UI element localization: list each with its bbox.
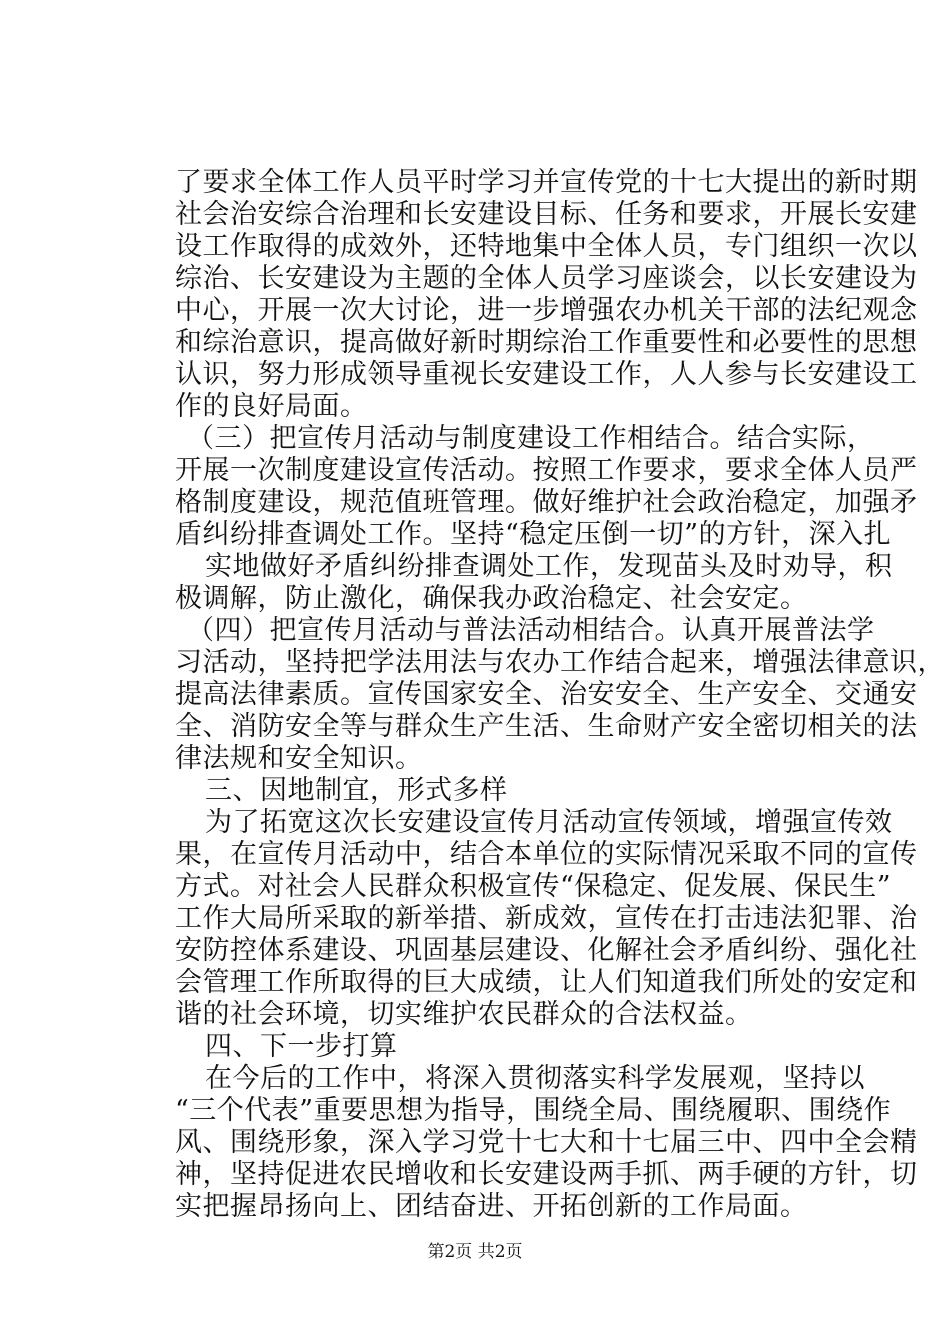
body-line: 认识，努力形成领导重视长安建设工作，人人参与长安建设工 bbox=[175, 359, 918, 390]
body-line: 谐的社会环境，切实维护农民群众的合法权益。 bbox=[175, 999, 753, 1030]
body-line: 作的良好局面。 bbox=[175, 391, 368, 422]
body-line: 和综治意识，提高做好新时期综治工作重要性和必要性的思想 bbox=[175, 327, 918, 358]
section-heading: （四）把宣传月活动与普法活动相结合。认真开展普法学 bbox=[187, 615, 875, 646]
body-line: 综治、长安建设为主题的全体人员学习座谈会，以长安建设为 bbox=[175, 263, 918, 294]
body-line: 格制度建设，规范值班管理。做好维护社会政治稳定，加强矛 bbox=[175, 487, 918, 518]
body-line: 安防控体系建设、巩固基层建设、化解社会矛盾纠纷、强化社 bbox=[175, 935, 918, 966]
body-line: 极调解，防止激化，确保我办政治稳定、社会安定。 bbox=[175, 583, 808, 614]
body-line: 中心，开展一次大讨论，进一步增强农办机关干部的法纪观念 bbox=[175, 295, 918, 326]
section-heading: （三）把宣传月活动与制度建设工作相结合。结合实际， bbox=[187, 423, 875, 454]
body-line: 风、围绕形象，深入学习党十七大和十七届三中、四中全会精 bbox=[175, 1127, 918, 1158]
body-line: 盾纠纷排查调处工作。坚持“稳定压倒一切”的方针，深入扎 bbox=[175, 519, 892, 550]
body-line: 设工作取得的成效外，还特地集中全体人员，专门组织一次以 bbox=[175, 231, 918, 262]
body-line: 提高法律素质。宣传国家安全、治安安全、生产安全、交通安 bbox=[175, 679, 918, 710]
body-line: 会管理工作所取得的巨大成绩，让人们知道我们所处的安定和 bbox=[175, 967, 918, 998]
body-line: 为了拓宽这次长安建设宣传月活动宣传领域，增强宣传效 bbox=[205, 807, 893, 838]
page-footer: 第2页 共2页 bbox=[427, 1242, 523, 1262]
body-line: “三个代表”重要思想为指导，围绕全局、围绕履职、围绕作 bbox=[175, 1095, 892, 1126]
section-heading: 三、因地制宜，形式多样 bbox=[205, 775, 508, 806]
body-line: 方式。对社会人民群众积极宣传“保稳定、促发展、保民生” bbox=[175, 871, 892, 902]
body-line: 习活动，坚持把学法用法与农办工作结合起来，增强法律意识， bbox=[175, 647, 945, 678]
body-line: 工作大局所采取的新举措、新成效，宣传在打击违法犯罪、治 bbox=[175, 903, 918, 934]
body-line: 实把握昂扬向上、团结奋进、开拓创新的工作局面。 bbox=[175, 1191, 808, 1222]
body-line: 果，在宣传月活动中，结合本单位的实际情况采取不同的宣传 bbox=[175, 839, 918, 870]
body-line: 了要求全体工作人员平时学习并宣传党的十七大提出的新时期 bbox=[175, 167, 918, 198]
body-line: 神，坚持促进农民增收和长安建设两手抓、两手硬的方针，切 bbox=[175, 1159, 918, 1190]
body-line: 实地做好矛盾纠纷排查调处工作，发现苗头及时劝导，积 bbox=[205, 551, 893, 582]
section-heading: 四、下一步打算 bbox=[205, 1031, 398, 1062]
body-line: 律法规和安全知识。 bbox=[175, 743, 423, 774]
body-line: 社会治安综合治理和长安建设目标、任务和要求，开展长安建 bbox=[175, 199, 918, 230]
body-line: 开展一次制度建设宣传活动。按照工作要求，要求全体人员严 bbox=[175, 455, 918, 486]
body-line: 全、消防安全等与群众生产生活、生命财产安全密切相关的法 bbox=[175, 711, 918, 742]
body-line: 在今后的工作中，将深入贯彻落实科学发展观，坚持以 bbox=[205, 1063, 865, 1094]
